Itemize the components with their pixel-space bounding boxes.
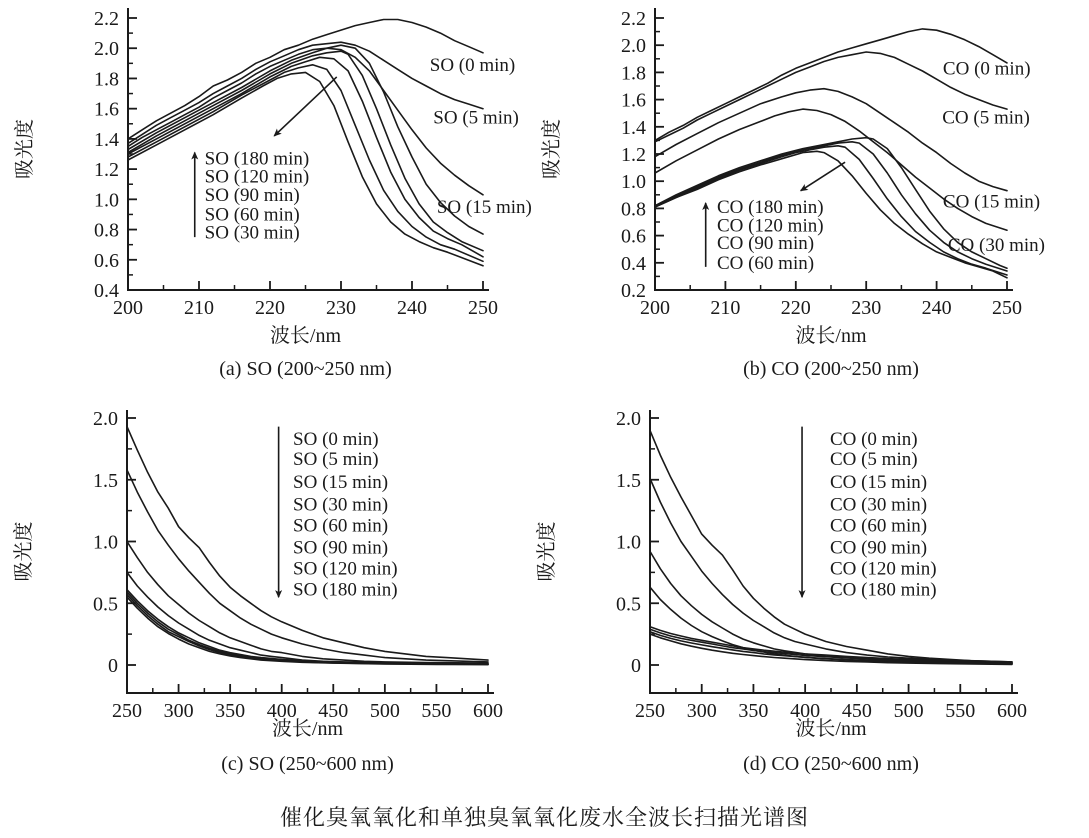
- panel-c-c-so-250-600-nm: [12, 408, 503, 775]
- y-tick-label: 1.8: [621, 62, 646, 85]
- x-tick-label: 400: [266, 700, 297, 722]
- curve-label-so-30-min: SO (30 min): [293, 494, 389, 516]
- curve-label-co-60-min: CO (60 min): [716, 252, 815, 274]
- curve-label-so-90-min: SO (90 min): [293, 537, 389, 559]
- curve-label-co-5-min: CO (5 min): [829, 448, 918, 470]
- x-tick-label: 250: [468, 297, 498, 319]
- x-tick-label: 220: [255, 297, 285, 319]
- x-tick-label: 400: [790, 700, 821, 722]
- x-tick-label: 240: [921, 297, 952, 319]
- curve-label-so-5-min: SO (5 min): [293, 448, 379, 470]
- curve-label-co-30-min: CO (30 min): [947, 235, 1045, 257]
- y-tick-label: 0.5: [616, 593, 641, 616]
- x-axis-title: 波长/nm: [795, 325, 867, 347]
- y-tick-label: 1.0: [93, 531, 118, 554]
- x-tick-label: 450: [318, 700, 349, 722]
- curve-label-co-0-min: CO (0 min): [942, 58, 1031, 80]
- series-co-120-min: [650, 632, 1012, 664]
- y-tick-label: 0.4: [94, 280, 119, 302]
- y-tick-label: 1.0: [621, 171, 646, 194]
- x-tick-label: 250: [112, 700, 142, 722]
- curve-label-co-90-min: CO (90 min): [829, 537, 928, 559]
- curve-label-so-0-min: SO (0 min): [429, 54, 516, 76]
- y-axis-title: 吸光度: [13, 521, 35, 582]
- y-tick-label: 0.8: [621, 198, 646, 221]
- y-tick-label: 1.5: [616, 469, 641, 492]
- subplot-caption: (d) CO (250~600 nm): [743, 753, 919, 775]
- curve-label-co-5-min: CO (5 min): [942, 107, 1030, 129]
- y-tick-label: 1.0: [616, 531, 641, 554]
- x-tick-label: 230: [326, 297, 356, 319]
- curve-label-co-15-min: CO (15 min): [829, 472, 928, 494]
- y-tick-label: 1.4: [621, 116, 646, 139]
- curve-label-co-60-min: CO (60 min): [829, 515, 928, 537]
- curve-label-co-15-min: CO (15 min): [942, 191, 1041, 213]
- series-so-60-min: [127, 590, 488, 664]
- y-tick-label: 1.2: [94, 159, 119, 182]
- y-tick-label: 2.0: [93, 408, 118, 430]
- curve-label-co-180-min: CO (180 min): [829, 579, 937, 601]
- y-tick-label: 0: [631, 655, 641, 677]
- curve-label-co-30-min: CO (30 min): [829, 494, 928, 516]
- x-tick-label: 210: [710, 297, 741, 319]
- panel-b-b-co-200-250-nm: [540, 8, 1045, 380]
- series-so-120-min: [127, 595, 488, 665]
- y-tick-label: 1.2: [621, 144, 646, 166]
- annotation-arrow: [801, 162, 845, 191]
- y-tick-label: 0: [108, 655, 118, 677]
- y-tick-label: 2.2: [94, 8, 119, 30]
- y-axis-title: 吸光度: [541, 119, 563, 179]
- x-tick-label: 300: [686, 700, 717, 722]
- y-tick-label: 0.2: [621, 280, 646, 302]
- series-co-180-min: [655, 151, 1007, 277]
- y-tick-label: 0.6: [621, 225, 646, 248]
- x-tick-label: 300: [163, 700, 194, 722]
- curve-label-so-15-min: SO (15 min): [293, 472, 389, 494]
- y-tick-label: 0.4: [621, 252, 646, 275]
- x-axis-title: 波长/nm: [795, 718, 867, 740]
- x-tick-label: 240: [397, 297, 427, 319]
- x-tick-label: 600: [473, 700, 503, 722]
- annotation-arrow: [274, 77, 336, 136]
- curve-label-so-180-min: SO (180 min): [293, 579, 398, 601]
- x-axis-title: 波长/nm: [271, 718, 344, 740]
- x-tick-label: 250: [635, 700, 665, 722]
- y-tick-label: 1.5: [93, 469, 118, 492]
- curve-label-co-180-min: CO (180 min): [716, 197, 824, 219]
- y-axis-title: 吸光度: [536, 521, 558, 582]
- subplot-caption: (c) SO (250~600 nm): [221, 753, 394, 775]
- y-tick-label: 2.0: [94, 38, 119, 61]
- y-tick-label: 2.2: [621, 8, 646, 30]
- curve-label-so-120-min: SO (120 min): [293, 558, 398, 580]
- x-tick-label: 450: [841, 700, 872, 722]
- y-axis-title: 吸光度: [14, 119, 36, 179]
- x-tick-label: 600: [997, 700, 1027, 722]
- curve-label-so-5-min: SO (5 min): [433, 107, 519, 129]
- panel-a-a-so-200-250-nm: [13, 8, 532, 380]
- x-tick-label: 250: [992, 297, 1022, 319]
- y-tick-label: 0.5: [93, 593, 118, 616]
- x-tick-label: 200: [113, 297, 143, 319]
- x-tick-label: 230: [851, 297, 882, 319]
- subplot-caption: (a) SO (200~250 nm): [219, 358, 392, 380]
- figure-caption: 催化臭氧氧化和单独臭氧氧化废水全波长扫描光谱图: [279, 805, 809, 830]
- curve-label-co-90-min: CO (90 min): [716, 233, 815, 255]
- x-tick-label: 350: [738, 700, 769, 722]
- curve-label-so-0-min: SO (0 min): [293, 428, 379, 450]
- curve-label-so-180-min: SO (180 min): [204, 148, 310, 170]
- curve-label-so-15-min: SO (15 min): [436, 196, 532, 218]
- x-tick-label: 200: [640, 297, 670, 319]
- x-tick-label: 500: [893, 700, 924, 722]
- y-tick-label: 1.6: [94, 98, 119, 121]
- series-so-0-min: [128, 20, 483, 139]
- curve-label-so-60-min: SO (60 min): [293, 515, 389, 537]
- subplot-caption: (b) CO (200~250 nm): [743, 358, 919, 380]
- y-tick-label: 1.6: [621, 89, 646, 112]
- y-tick-label: 0.6: [94, 249, 119, 272]
- curve-label-so-30-min: SO (30 min): [204, 222, 300, 244]
- curve-label-so-120-min: SO (120 min): [204, 166, 310, 188]
- series-co-15-min: [655, 89, 1007, 191]
- x-axis-title: 波长/nm: [269, 325, 342, 347]
- x-tick-label: 550: [945, 700, 976, 722]
- x-tick-label: 500: [369, 700, 400, 722]
- x-tick-label: 210: [184, 297, 214, 319]
- curve-label-co-0-min: CO (0 min): [829, 428, 918, 450]
- x-tick-label: 550: [421, 700, 452, 722]
- panel-d-d-co-250-600-nm: [535, 408, 1027, 775]
- curve-label-co-120-min: CO (120 min): [829, 558, 937, 580]
- y-tick-label: 1.0: [94, 189, 119, 212]
- y-tick-label: 2.0: [616, 408, 641, 430]
- curve-label-co-120-min: CO (120 min): [716, 215, 824, 237]
- y-tick-label: 1.8: [94, 68, 119, 91]
- curve-label-so-60-min: SO (60 min): [204, 204, 300, 226]
- curve-label-so-90-min: SO (90 min): [204, 184, 300, 206]
- series-so-90-min: [127, 592, 488, 664]
- y-tick-label: 2.0: [621, 35, 646, 58]
- y-tick-label: 0.8: [94, 219, 119, 242]
- y-tick-label: 1.4: [94, 128, 119, 151]
- x-tick-label: 220: [780, 297, 811, 319]
- x-tick-label: 350: [215, 700, 246, 722]
